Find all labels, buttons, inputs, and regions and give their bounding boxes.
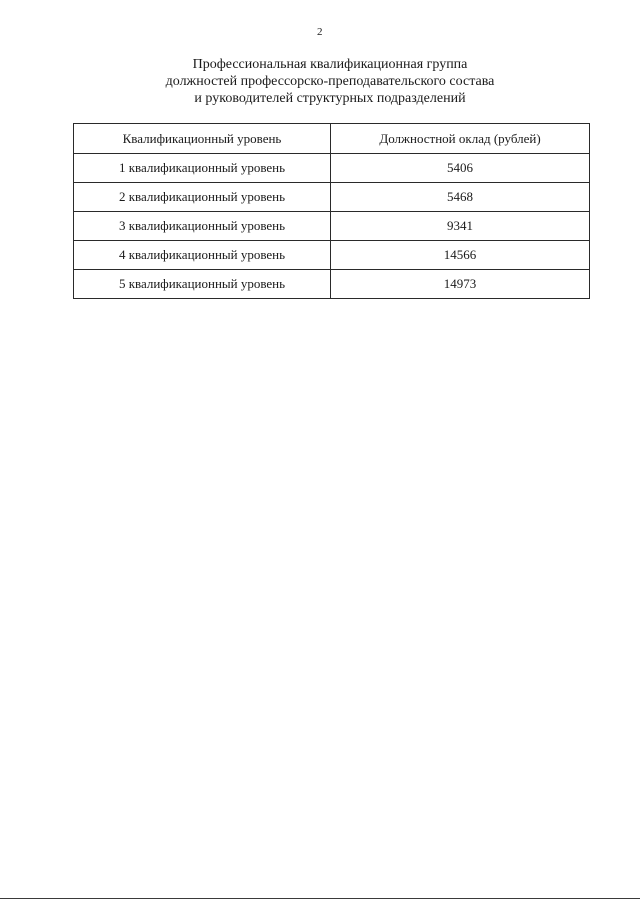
salary-cell: 14973	[331, 270, 590, 299]
table-row	[74, 183, 590, 212]
table-row	[74, 212, 590, 241]
level-cell: 5 квалификационный уровень	[74, 270, 331, 299]
salary-cell: 14566	[331, 241, 590, 270]
salary-cell: 9341	[331, 212, 590, 241]
bottom-scan-edge	[0, 898, 640, 899]
title-line-2: должностей профессорско-преподавательского состава	[165, 74, 495, 89]
salary-table	[73, 123, 590, 299]
level-cell: 4 квалификационный уровень	[74, 241, 331, 270]
page-number: 2	[317, 26, 323, 38]
level-cell: 3 квалификационный уровень	[74, 212, 331, 241]
table-row	[74, 154, 590, 183]
page-title	[60, 56, 600, 107]
salary-cell: 5406	[331, 154, 590, 183]
title-line-1: Профессиональная квалификационная группа	[192, 57, 468, 72]
table-header-row	[74, 124, 590, 154]
level-cell: 2 квалификационный уровень	[74, 183, 331, 212]
title-line-3: и руководителей структурных подразделений	[194, 91, 466, 106]
table-row	[74, 270, 590, 299]
salary-cell: 5468	[331, 183, 590, 212]
table-row	[74, 241, 590, 270]
column-header-level: Квалификационный уровень	[74, 124, 331, 154]
level-cell: 1 квалификационный уровень	[74, 154, 331, 183]
column-header-salary: Должностной оклад (рублей)	[331, 124, 590, 154]
